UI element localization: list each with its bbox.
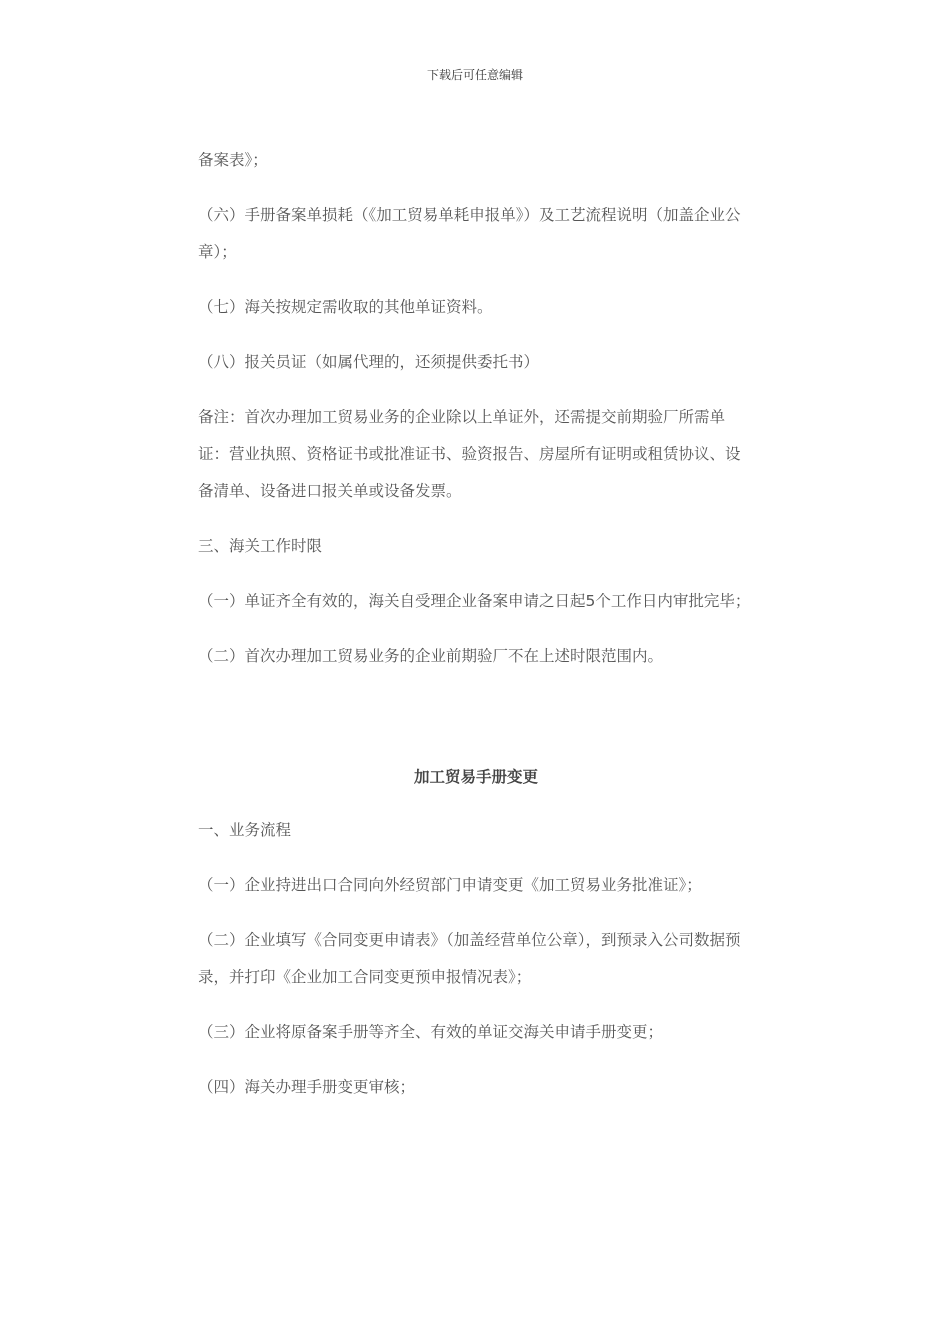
- paragraph-time-limit-1: （一）单证齐全有效的，海关自受理企业备案申请之日起5个工作日内审批完毕；: [198, 592, 751, 610]
- page-header: 下载后可任意编辑: [426, 68, 523, 82]
- paragraph-step-4: （四）海关办理手册变更审核；: [198, 1078, 416, 1096]
- section-spacer: [198, 693, 754, 759]
- paragraph-record-table: 备案表》；: [198, 151, 268, 169]
- heading-customs-time-limit: 三、海关工作时限: [198, 537, 323, 555]
- paragraph-time-limit-2: （二）首次办理加工贸易业务的企业前期验厂不在上述时限范围内。: [198, 647, 664, 665]
- paragraph-step-2: （二）企业填写《合同变更申请表》（加盖经营单位公章），到预录入公司数据预录，并打印《企业加工合同变更预申报情况表》；: [198, 931, 741, 986]
- paragraph-remarks: 备注：首次办理加工贸易业务的企业除以上单证外，还需提交前期验厂所需单证：营业执照、资格证书或批准证书、验资报告、房屋所有证明或租赁协议、设备清单、设备进口报关单或设备发票。: [198, 408, 741, 500]
- section-title: 加工贸易手册变更: [413, 768, 538, 786]
- document-body: [198, 142, 754, 1124]
- paragraph-item-6: （六）手册备案单损耗（《加工贸易单耗申报单》）及工艺流程说明（加盖企业公章）；: [198, 206, 741, 261]
- paragraph-step-1: （一）企业持进出口合同向外经贸部门申请变更《加工贸易业务批准证》；: [198, 876, 702, 894]
- paragraph-item-7: （七）海关按规定需收取的其他单证资料。: [198, 298, 493, 316]
- paragraph-item-8: （八）报关员证（如属代理的，还须提供委托书）: [198, 353, 540, 371]
- paragraph-step-3: （三）企业将原备案手册等齐全、有效的单证交海关申请手册变更；: [198, 1023, 664, 1041]
- heading-business-process: 一、业务流程: [198, 821, 292, 839]
